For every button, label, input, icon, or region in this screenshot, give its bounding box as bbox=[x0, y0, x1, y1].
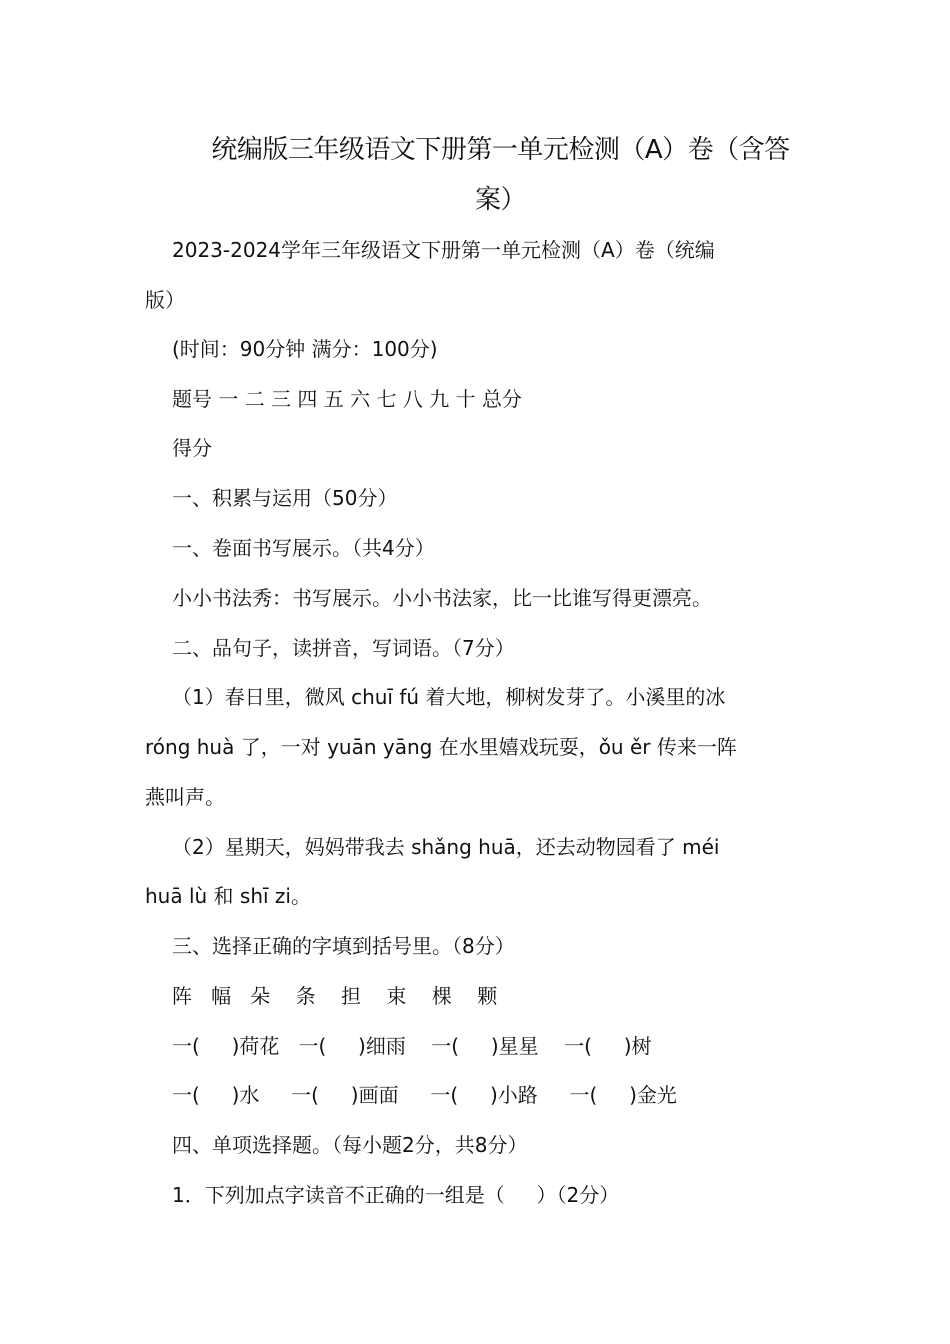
subtitle-line-1: 2023-2024学年三年级语文下册第一单元检测（A）卷（统编 bbox=[172, 238, 715, 262]
score-table-row-label: 得分 bbox=[172, 436, 212, 460]
question-4-heading: 四、单项选择题。（每小题2分，共8分） bbox=[172, 1133, 528, 1157]
question-2-part-1-line-2: róng huà 了，一对 yuān yāng 在水里嬉戏玩耍，ǒu ěr 传来一阵 bbox=[145, 735, 737, 759]
question-1-heading: 一、卷面书写展示。（共4分） bbox=[172, 536, 435, 560]
time-score-info: (时间：90分钟 满分：100分) bbox=[172, 337, 438, 361]
question-1-text: 小小书法秀：书写展示。小小书法家，比一比谁写得更漂亮。 bbox=[172, 586, 712, 610]
document-title-line-2: 案） bbox=[474, 185, 526, 215]
question-2-part-2-line-1: （2）星期天，妈妈带我去 shǎng huā，还去动物园看了 méi bbox=[172, 835, 720, 859]
question-3-fill-row-1: 一( )荷花 一( )细雨 一( )星星 一( )树 bbox=[172, 1034, 652, 1058]
question-2-part-2-line-2: huā lù 和 shī zi。 bbox=[145, 884, 311, 908]
question-2-heading: 二、品句子，读拼音，写词语。（7分） bbox=[172, 636, 515, 660]
question-3-character-bank: 阵 幅 朵 条 担 束 棵 颗 bbox=[172, 984, 498, 1008]
section-heading: 一、积累与运用（50分） bbox=[172, 486, 398, 510]
document-title-line-1: 统编版三年级语文下册第一单元检测（A）卷（含答 bbox=[211, 135, 790, 165]
question-2-part-1-line-1: （1）春日里，微风 chuī fú 着大地，柳树发芽了。小溪里的冰 bbox=[172, 685, 726, 709]
question-3-heading: 三、选择正确的字填到括号里。（8分） bbox=[172, 934, 515, 958]
subtitle-line-2: 版） bbox=[145, 288, 185, 312]
question-2-part-1-line-3: 燕叫声。 bbox=[145, 785, 225, 809]
question-3-fill-row-2: 一( )水 一( )画面 一( )小路 一( )金光 bbox=[172, 1083, 677, 1107]
score-table-header: 题号 一 二 三 四 五 六 七 八 九 十 总分 bbox=[172, 387, 522, 411]
question-4-item-1: 1．下列加点字读音不正确的一组是（ ）（2分） bbox=[172, 1183, 620, 1207]
